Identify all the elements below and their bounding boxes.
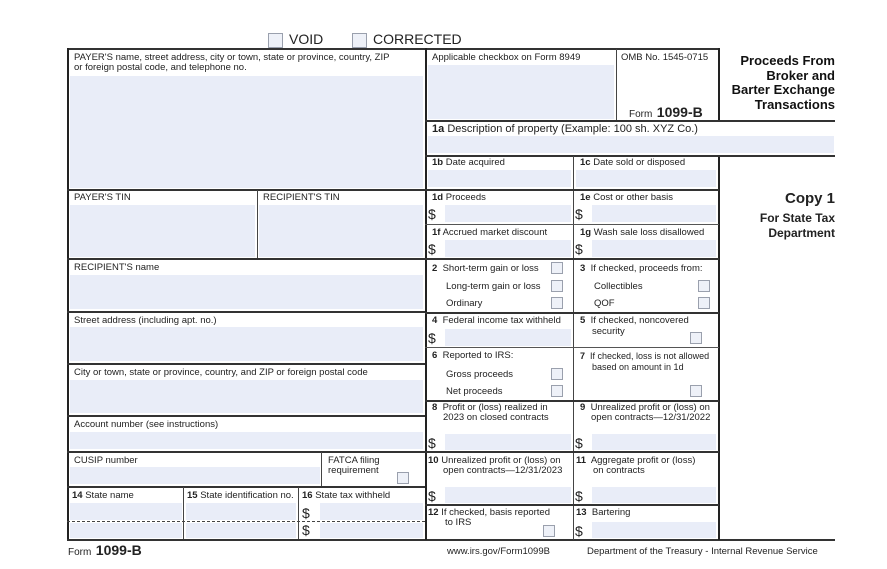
box16-label: 16 State tax withheld	[302, 490, 391, 501]
copy-subtitle: For State Tax Department	[759, 211, 835, 240]
account-label: Account number (see instructions)	[74, 419, 219, 430]
recipient-name-field[interactable]	[70, 275, 423, 309]
box1e-label: 1e Cost or other basis	[580, 192, 673, 203]
box6-label: 6 Reported to IRS:	[432, 350, 514, 361]
accrued-market-discount-field[interactable]	[445, 240, 571, 257]
long-term-label: Long-term gain or loss	[446, 281, 541, 292]
proceeds-field[interactable]	[445, 205, 571, 222]
qof-checkbox[interactable]	[698, 297, 710, 309]
box11-field[interactable]	[592, 487, 716, 503]
box4-label: 4 Federal income tax withheld	[432, 315, 561, 326]
form-top-border	[67, 48, 718, 50]
divider	[573, 156, 574, 540]
divider	[425, 451, 719, 453]
state-name-field-2[interactable]	[70, 523, 182, 538]
state-name-field-1[interactable]	[70, 503, 182, 520]
fatca-checkbox[interactable]	[397, 472, 409, 484]
wash-sale-field[interactable]	[592, 240, 716, 257]
divider	[425, 224, 719, 225]
noncovered-checkbox[interactable]	[690, 332, 702, 344]
divider	[425, 189, 719, 191]
state-id-field-1[interactable]	[186, 503, 296, 520]
street-field[interactable]	[70, 327, 423, 361]
box1a-label: 1a Description of property (Example: 100 sh. XYZ Co.)	[432, 123, 698, 135]
box8-field[interactable]	[445, 434, 571, 450]
divider	[425, 120, 835, 122]
box1a-field[interactable]	[428, 136, 834, 153]
void-label: VOID	[289, 31, 324, 47]
divider	[67, 521, 425, 522]
dollar-sign: $	[428, 330, 436, 346]
cusip-label: CUSIP number	[74, 455, 138, 466]
payer-info-field[interactable]	[70, 76, 423, 188]
box8-label-1: 8 Profit or (loss) realized in	[432, 402, 548, 413]
box5-label-1: 5 If checked, noncovered	[580, 315, 689, 326]
box7-label-1: 7 If checked, loss is not allowed	[580, 351, 710, 361]
form-title: Proceeds From Broker and Barter Exchange Transactions	[731, 53, 835, 112]
box14-label: 14 State name	[72, 490, 134, 501]
divider	[257, 190, 258, 258]
copy-label: Copy 1	[784, 190, 835, 207]
dollar-sign: $	[575, 488, 583, 504]
basis-reported-checkbox[interactable]	[543, 525, 555, 537]
city-field[interactable]	[70, 380, 423, 413]
box1g-label: 1g Wash sale loss disallowed	[580, 227, 705, 238]
bartering-field[interactable]	[592, 522, 716, 538]
dollar-sign: $	[575, 206, 583, 222]
box1b-field[interactable]	[428, 170, 571, 187]
box1c-label: 1c Date sold or disposed	[580, 157, 686, 168]
dollar-sign: $	[575, 523, 583, 539]
account-field[interactable]	[70, 432, 423, 449]
box9-label-2: open contracts—12/31/2022	[591, 412, 711, 423]
dollar-sign: $	[302, 505, 310, 521]
form-number-header: Form 1099-B	[629, 104, 703, 120]
department-label: Department of the Treasury - Internal Revenue Service	[587, 546, 818, 557]
box5-label-2: security	[592, 326, 625, 337]
divider	[67, 189, 425, 191]
recipient-tin-label: RECIPIENT'S TIN	[263, 192, 340, 203]
box13-label: 13 Bartering	[576, 507, 631, 518]
dollar-sign: $	[575, 435, 583, 451]
dollar-sign: $	[302, 522, 310, 538]
ordinary-label: Ordinary	[446, 298, 483, 309]
payer-tin-label: PAYER'S TIN	[74, 192, 131, 203]
box8-label-2: 2023 on closed contracts	[443, 412, 549, 423]
box1f-label: 1f Accrued market discount	[432, 227, 548, 238]
divider	[321, 452, 322, 486]
cusip-field[interactable]	[70, 467, 320, 484]
box3-label: 3 If checked, proceeds from:	[580, 263, 703, 274]
box9-label-1: 9 Unrealized profit or (loss) on	[580, 402, 710, 413]
street-label: Street address (including apt. no.)	[74, 315, 217, 326]
fatca-label-2: requirement	[328, 465, 379, 476]
divider	[67, 258, 425, 260]
box12-label-1: 12 If checked, basis reported	[428, 507, 551, 518]
divider	[183, 487, 184, 539]
corrected-checkbox[interactable]	[352, 33, 367, 48]
payer-info-label-2: or foreign postal code, and telephone no.	[74, 62, 247, 73]
gross-proceeds-label: Gross proceeds	[446, 369, 514, 380]
box9-field[interactable]	[592, 434, 716, 450]
box15-label: 15 State identification no.	[187, 490, 294, 501]
collectibles-label: Collectibles	[594, 281, 643, 292]
divider	[67, 415, 425, 417]
ordinary-checkbox[interactable]	[551, 297, 563, 309]
footer-form-number: Form 1099-B	[68, 542, 142, 558]
dollar-sign: $	[428, 206, 436, 222]
box11-label-1: 11 Aggregate profit or (loss)	[576, 455, 696, 466]
recipient-name-label: RECIPIENT'S name	[74, 262, 160, 273]
box12-label-2: to IRS	[445, 517, 472, 528]
payer-info-label-1: PAYER'S name, street address, city or town, state or province, country, ZIP	[74, 52, 390, 63]
dollar-sign: $	[428, 241, 436, 257]
collectibles-checkbox[interactable]	[698, 280, 710, 292]
divider	[67, 451, 425, 453]
payer-tin-field[interactable]	[70, 205, 255, 257]
state-id-field-2[interactable]	[186, 523, 296, 538]
divider	[67, 311, 425, 313]
divider	[425, 504, 719, 506]
box10-label-2: open contracts—12/31/2023	[443, 465, 563, 476]
loss-not-allowed-checkbox[interactable]	[690, 385, 702, 397]
box7-label-2: based on amount in 1d	[592, 362, 684, 372]
divider	[425, 312, 719, 314]
city-label: City or town, state or province, country, and ZIP or foreign postal code	[74, 367, 368, 378]
divider	[425, 347, 719, 348]
state-tax-field-2[interactable]	[320, 523, 423, 538]
dollar-sign: $	[575, 241, 583, 257]
net-proceeds-checkbox[interactable]	[551, 385, 563, 397]
cost-basis-field[interactable]	[592, 205, 716, 222]
dollar-sign: $	[428, 435, 436, 451]
qof-label: QOF	[594, 298, 615, 309]
applicable-checkbox-label: Applicable checkbox on Form 8949	[432, 52, 581, 63]
box1c-field[interactable]	[576, 170, 716, 187]
corrected-label: CORRECTED	[373, 31, 462, 47]
net-proceeds-label: Net proceeds	[446, 386, 503, 397]
gross-proceeds-checkbox[interactable]	[551, 368, 563, 380]
void-checkbox[interactable]	[268, 33, 283, 48]
omb-number: OMB No. 1545-0715	[621, 52, 709, 63]
long-term-checkbox[interactable]	[551, 280, 563, 292]
divider	[67, 363, 425, 365]
federal-tax-field[interactable]	[445, 329, 571, 346]
fatca-label-1: FATCA filing	[328, 455, 380, 466]
box2-label: 2 Short-term gain or loss	[432, 263, 539, 274]
box10-label-1: 10 Unrealized profit or (loss) on	[428, 455, 561, 466]
box10-field[interactable]	[445, 487, 571, 503]
applicable-checkbox-field[interactable]	[428, 65, 614, 119]
divider	[298, 487, 299, 539]
box1d-label: 1d Proceeds	[432, 192, 486, 203]
irs-url-link[interactable]: www.irs.gov/Form1099B	[447, 546, 550, 557]
divider	[425, 258, 719, 260]
dollar-sign: $	[428, 488, 436, 504]
divider	[67, 486, 425, 488]
short-term-checkbox[interactable]	[551, 262, 563, 274]
recipient-tin-field[interactable]	[259, 205, 423, 257]
state-tax-field-1[interactable]	[320, 503, 423, 520]
form-left-border	[67, 48, 69, 540]
divider	[616, 49, 617, 120]
box1b-label: 1b Date acquired	[432, 157, 505, 168]
box11-label-2: on contracts	[593, 465, 645, 476]
